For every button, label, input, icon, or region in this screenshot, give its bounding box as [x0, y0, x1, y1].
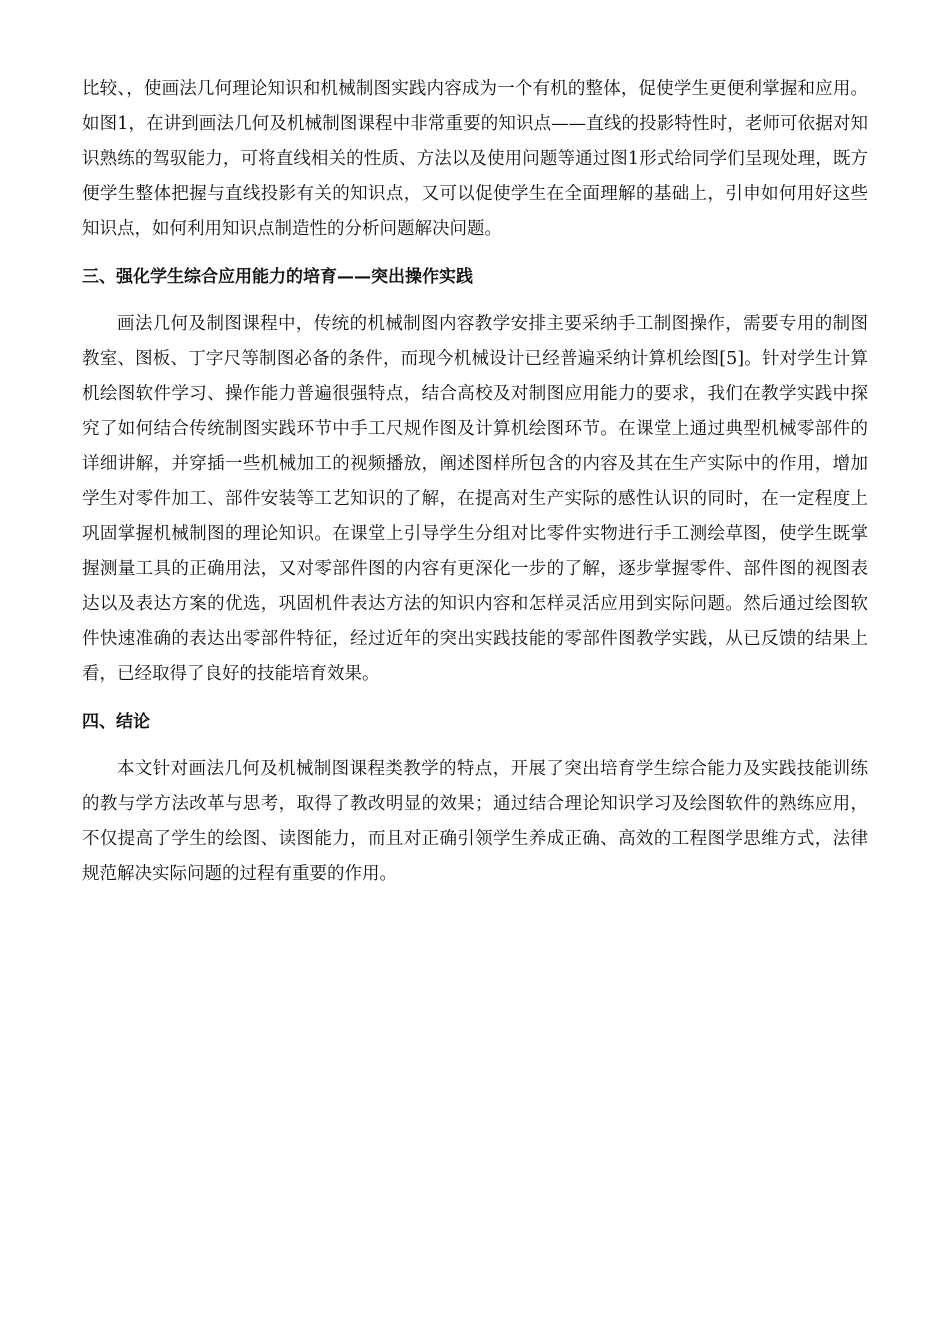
paragraph-conclusion: 本文针对画法几何及机械制图课程类教学的特点，开展了突出培育学生综合能力及实践技能训练的教与学方法改革与思考，取得了教改明显的效果；通过结合理论知识学习及绘图软件的熟练应用，不仅提高了学生的绘图、读图能力，而且对正确引领学生养成正确、高效的工程图学思维方式，法律规范解决实际问题的过程有重要的作用。	[82, 759, 868, 884]
section-heading-3: 三、强化学生综合应用能力的培育——突出操作实践	[82, 267, 473, 287]
section-heading-4: 四、结论	[82, 712, 150, 732]
document-page	[82, 72, 868, 892]
paragraph-section-3-body: 画法几何及制图课程中，传统的机械制图内容教学安排主要采纳手工制图操作，需要专用的制图教室、图板、丁字尺等制图必备的条件，而现今机械设计已经普遍采纳计算机绘图[5]。针对学生计算机绘图软件学习、操作能力普遍很强特点，结合高校及对制图应用能力的要求，我们在教学实践中探究了如何结合传统制图实践环节中手工尺规作图及计算机绘图环节。在课堂上通过典型机械零部件的详细讲解，并穿插一些机械加工的视频播放，阐述图样所包含的内容及其在生产实际中的作用，增加学生对零件加工、部件安装等工艺知识的了解，在提高对生产实际的感性认识的同时，在一定程度上巩固掌握机械制图的理论知识。在课堂上引导学生分组对比零件实物进行手工测绘草图，使学生既掌握测量工具的正确用法，又对零部件图的内容有更深化一步的了解，逐步掌握零件、部件图的视图表达以及表达方案的优选，巩固机件表达方法的知识内容和怎样灵活应用到实际问题。然后通过绘图软件快速准确的表达出零部件特征，经过近年的突出实践技能的零部件图教学实践，从已反馈的结果上看，已经取得了良好的技能培育效果。	[82, 314, 868, 684]
paragraph-intro-continuation: 比较、，使画法几何理论知识和机械制图实践内容成为一个有机的整体，促使学生更便利掌握和应用。如图1，在讲到画法几何及机械制图课程中非常重要的知识点——直线的投影特性时，老师可依据对知识熟练的驾驭能力，可将直线相关的性质、方法以及使用问题等通过图1形式给同学们呈现处理，既方便学生整体把握与直线投影有关的知识点，又可以促使学生在全面理解的基础上，引申如何用好这些知识点，如何利用知识点制造性的分析问题解决问题。	[82, 79, 868, 239]
